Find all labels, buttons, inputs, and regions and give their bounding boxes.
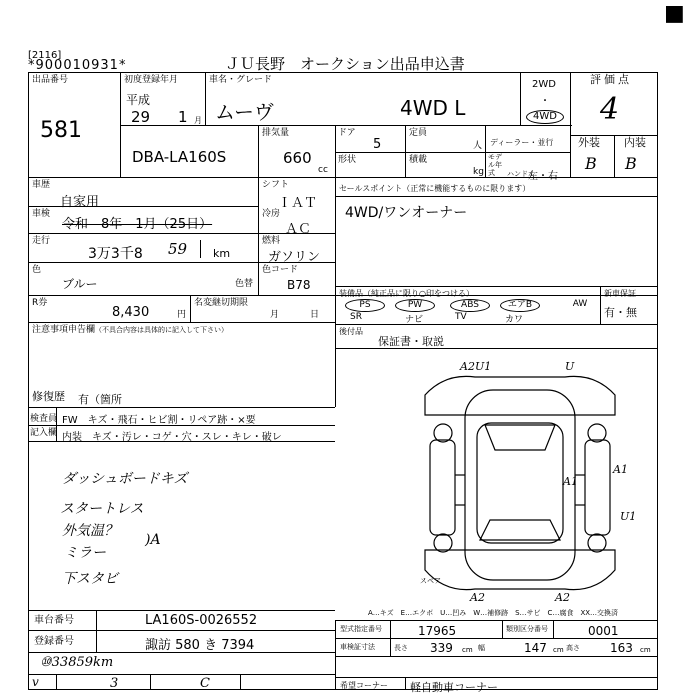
- load-unit: kg: [473, 167, 484, 177]
- capacity-label: 定員: [409, 128, 428, 138]
- warranty-value: 有・無: [604, 306, 637, 319]
- diagram-label-right-rear: U1: [620, 510, 637, 523]
- handle-value: 左・右: [528, 171, 558, 182]
- shaken-value: 令和 8年 1月（25日）: [62, 217, 213, 232]
- corner-label: 希望コーナー: [340, 681, 388, 690]
- equipment-sub-item-1: ナビ: [405, 315, 424, 325]
- lot-number: 581: [40, 118, 82, 143]
- diagram-label-right-side: A1: [613, 463, 628, 476]
- displacement-value: 660: [283, 149, 312, 167]
- name-change-day: 日: [310, 310, 320, 320]
- shift-label: シフト: [262, 180, 290, 190]
- damage-legend: A…キズ E…エクボ U…凹み W…補修跡 S…サビ C…腐食 XX…交換済: [368, 609, 619, 617]
- notes-label: 注意事項申告欄（不具合内容は具体的に記入して下さい）: [32, 325, 229, 335]
- equipment-item-1: PW: [395, 299, 435, 312]
- v-mark: v: [32, 675, 39, 689]
- drive-dot: ・: [540, 96, 550, 107]
- accessories-label: 後付品: [339, 327, 363, 336]
- inspector-label: 検査員: [30, 414, 58, 424]
- height-label: 高さ: [566, 644, 580, 652]
- class-number: 0001: [588, 624, 619, 638]
- hand-note-2: スタートレス: [60, 501, 144, 517]
- barcode-number: *900010931*: [28, 58, 127, 73]
- capacity-unit: 人: [473, 141, 483, 151]
- interior-label: 内装: [624, 136, 646, 149]
- chassis-label: 車台番号: [34, 615, 74, 626]
- recycle-unit: 円: [177, 310, 187, 320]
- plate-number: 諏訪 580 き 7394: [145, 638, 255, 653]
- use-value: 自家用: [60, 195, 100, 210]
- diagram-label-right-door: A1: [563, 475, 578, 488]
- mileage-value: 3万3千8: [88, 246, 143, 262]
- color-label: 色: [32, 265, 42, 275]
- check-row-1: FW キズ・飛石・ヒビ割・リペア跡・×要: [62, 415, 256, 426]
- hand-note-A: )A: [145, 532, 161, 548]
- length-label: 長さ: [394, 644, 408, 652]
- name-change-month: 月: [270, 310, 280, 320]
- hand-note-5: 下スタビ: [62, 571, 118, 587]
- color-code-label: 色コード: [262, 265, 299, 275]
- model-code: DBA-LA160S: [132, 148, 227, 166]
- color-change-label: 色替: [235, 279, 254, 289]
- mileage-unit: km: [213, 247, 231, 260]
- name-change-label: 名変継切期限: [194, 298, 249, 308]
- exterior-score: B: [585, 154, 597, 173]
- diagram-label-front-right: U: [565, 360, 575, 373]
- reg-month: 1: [178, 108, 188, 126]
- length-value: 339: [430, 641, 453, 655]
- color-code: B78: [287, 278, 311, 292]
- car-grade: 4WD L: [400, 96, 466, 120]
- equipment-sub-item-2: TV: [455, 312, 467, 322]
- hand-note-3: 外気温？: [62, 523, 118, 539]
- repair-label: 修復歴: [32, 390, 65, 403]
- shift-value: ＩＡＴ: [278, 196, 318, 211]
- dimensions-label: 車検証寸法: [340, 643, 375, 651]
- equipment-item-0: PS: [345, 299, 385, 312]
- car-damage-diagram: [415, 355, 655, 605]
- handle-label: ハンドル: [507, 170, 535, 178]
- width-value: 147: [524, 641, 547, 655]
- load-label: 積載: [409, 155, 428, 165]
- equipment-item-4: AW: [572, 299, 588, 309]
- color-value: ブルー: [62, 277, 98, 291]
- exterior-label: 外装: [578, 136, 600, 149]
- fuel-label: 燃料: [262, 236, 281, 246]
- chassis-number: LA160S-0026552: [145, 613, 258, 628]
- score-label: 評価点: [590, 73, 632, 86]
- ac-value: ＡＣ: [285, 222, 312, 237]
- equipment-sub-item-3: カワ: [505, 315, 524, 325]
- mileage-label: 走行: [32, 236, 51, 246]
- diagram-label-spare: スペア: [420, 577, 441, 585]
- doors-label: ドア: [338, 128, 356, 138]
- reg-year: 29: [131, 108, 151, 126]
- displacement-unit: cc: [318, 165, 328, 175]
- fuel-value: ガソリン: [268, 250, 321, 265]
- height-unit: cm: [640, 646, 651, 654]
- diagram-label-rear-left: A2: [470, 591, 485, 604]
- corner-value: 軽自動車コーナー: [410, 681, 498, 694]
- length-unit: cm: [462, 646, 473, 654]
- recycle-value: 8,430: [112, 305, 150, 320]
- equipment-item-2: ABS: [450, 299, 490, 312]
- dealer-label: ディーラー・並行: [490, 138, 554, 147]
- sales-point-value: 4WD/ワンオーナー: [345, 205, 468, 221]
- diagram-label-front: A2U1: [460, 360, 492, 373]
- corner-square: ■: [664, 1, 685, 26]
- model-year-label: モデル年式: [488, 153, 502, 177]
- use-label: 車歴: [32, 180, 51, 190]
- equipment-item-3: エアB: [500, 299, 540, 312]
- repair-value: 有（箇所: [78, 393, 122, 406]
- inspector-label-2: 記入欄: [30, 428, 58, 438]
- reg-era: 平成: [126, 93, 151, 107]
- reg-label: 初度登録年月: [124, 75, 179, 85]
- header-code: [2116]: [28, 50, 62, 61]
- shaken-label: 車検: [32, 209, 51, 219]
- check-row-2: 内装 キズ・汚レ・コゲ・穴・スレ・キレ・破レ: [62, 432, 282, 443]
- diagram-label-rear-right: A2: [555, 591, 570, 604]
- height-value: 163: [610, 641, 633, 655]
- reg-month-unit: 月: [194, 116, 202, 125]
- drive-4wd: 4WD: [526, 110, 564, 124]
- mileage-handwritten: 59: [168, 240, 188, 258]
- shape-label: 形状: [338, 155, 357, 165]
- width-unit: cm: [553, 646, 564, 654]
- class-number-label: 類別区分番号: [506, 625, 548, 633]
- recycle-label: R券: [32, 298, 48, 308]
- doors-value: 5: [373, 137, 382, 152]
- drive-2wd: 2WD: [532, 79, 556, 90]
- odometer-handwritten: ⑩33859km: [40, 655, 114, 670]
- type-number-label: 型式指定番号: [340, 625, 382, 633]
- ac-label: 冷房: [262, 209, 281, 219]
- lot-label: 出品番号: [32, 75, 69, 85]
- hand-small-1: 3: [110, 676, 119, 691]
- sales-point-label: セールスポイント（正常に機能するものに限ります）: [339, 184, 531, 193]
- hand-small-2: C: [200, 676, 210, 691]
- form-title: ＪＵ長野 オークション出品申込書: [225, 55, 465, 73]
- type-number: 17965: [418, 624, 457, 638]
- warranty-label: 新車保証: [604, 289, 636, 298]
- car-name: ムーヴ: [215, 100, 274, 124]
- car-label: 車名・グレード: [209, 75, 273, 85]
- hand-note-1: ダッシュボードキズ: [62, 471, 188, 487]
- hand-note-4: ミラー: [64, 545, 106, 561]
- width-label: 幅: [478, 644, 485, 652]
- score-value: 4: [600, 92, 620, 127]
- accessories-value: 保証書・取説: [378, 335, 444, 348]
- interior-score: B: [625, 154, 637, 173]
- equipment-label: 装備品（純正品に限り○印をつける）: [339, 289, 474, 298]
- plate-label: 登録番号: [34, 636, 74, 647]
- displacement-label: 排気量: [262, 128, 290, 138]
- equipment-sub-item-0: SR: [350, 312, 362, 322]
